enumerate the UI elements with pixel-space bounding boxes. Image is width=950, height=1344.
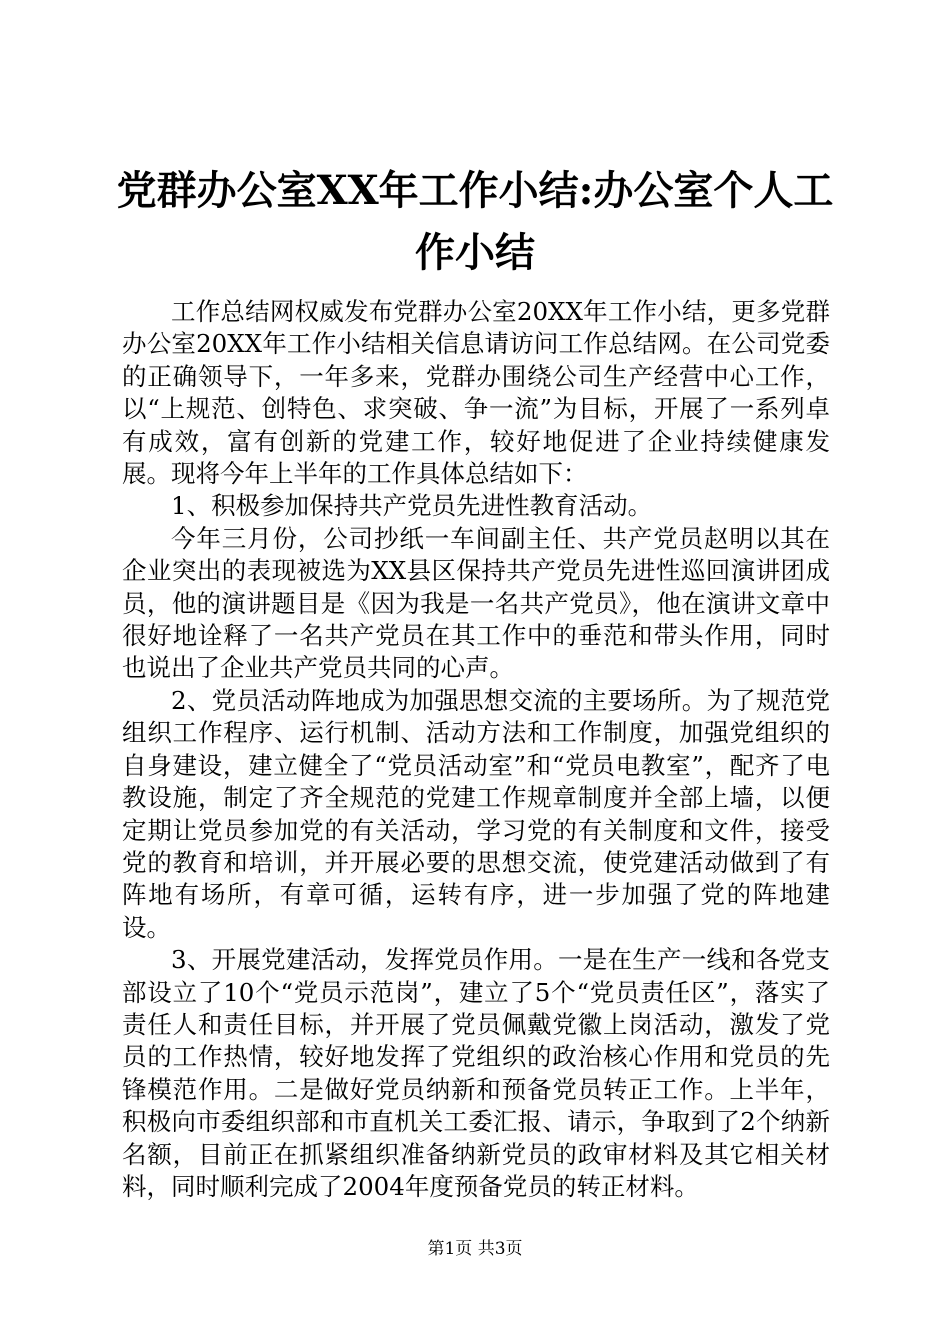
paragraph-section-3: 3、开展党建活动，发挥党员作用。一是在生产一线和各党支部设立了10个“党员示范岗”，建立了5个“党员责任区”，落实了责任人和责任目标，并开展了党员佩戴党徽上岗活动，激发了党员的工作热情，较好地发挥了党组织的政治核心作用和党员的先锋模范作用。二是做好党员纳新和预备党员转正工作。上半年，积极向市委组织部和市直机关工委汇报、请示，争取到了2个纳新名额，目前正在抓紧组织准备纳新党员的政审材料及其它相关材料，同时顺利完成了2004年度预备党员的转正材料。: [122, 945, 830, 1201]
document-title: 党群办公室XX年工作小结:办公室个人工作小结: [116, 167, 834, 276]
page-number-footer: 第1页 共3页: [427, 1239, 523, 1259]
paragraph-section-2: 2、党员活动阵地成为加强思想交流的主要场所。为了规范党组织工作程序、运行机制、活动方法和工作制度，加强党组织的自身建设，建立健全了“党员活动室”和“党员电教室”，配齐了电教设施，制定了齐全规范的党建工作规章制度并全部上墙，以便定期让党员参加党的有关活动，学习党的有关制度和文件，接受党的教育和培训，并开展必要的思想交流，使党建活动做到了有阵地有场所，有章可循，运转有序，进一步加强了党的阵地建设。: [122, 685, 830, 942]
paragraph-intro: 工作总结网权威发布党群办公室20XX年工作小结，更多党群办公室20XX年工作小结相关信息请访问工作总结网。在公司党委的正确领导下，一年多来，党群办围绕公司生产经营中心工作，以“上规范、创特色、求突破、争一流”为目标，开展了一系列卓有成效，富有创新的党建工作，较好地促进了企业持续健康发展。现将今年上半年的工作具体总结如下：: [122, 297, 830, 489]
paragraph-section-1: 今年三月份，公司抄纸一车间副主任、共产党员赵明以其在企业突出的表现被选为XX县区保持共产党员先进性巡回演讲团成员，他的演讲题目是《因为我是一名共产党员》，他在演讲文章中很好地诠释了一名共产党员在其工作中的垂范和带头作用，同时也说出了企业共产党员共同的心声。: [122, 523, 830, 683]
document-body: [122, 296, 830, 1203]
paragraph-heading-1: 1、积极参加保持共产党员先进性教育活动。: [171, 491, 653, 521]
